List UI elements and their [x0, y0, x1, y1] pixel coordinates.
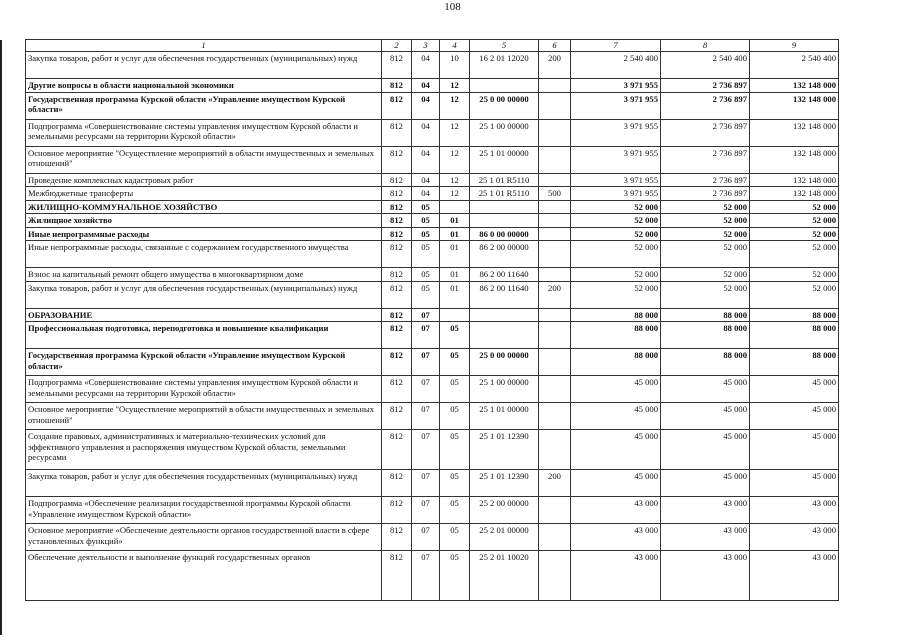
- row-subsection-cell: 12: [440, 78, 470, 92]
- table-body: [26, 51, 839, 601]
- row-amount-year2-cell: 52 000: [661, 227, 750, 241]
- table-row: [26, 308, 839, 322]
- row-expense-type-cell: [539, 322, 571, 349]
- row-amount-year1-cell: 52 000: [571, 227, 661, 241]
- table-row: [26, 214, 839, 228]
- row-admin-code-cell: 812: [382, 268, 412, 282]
- row-amount-year1-cell: 45 000: [571, 403, 661, 430]
- row-amount-year3-cell: 43 000: [750, 497, 839, 524]
- row-admin-code-cell: 812: [382, 227, 412, 241]
- row-name-cell: Жилищное хозяйство: [26, 214, 382, 228]
- row-expense-type-cell: [539, 92, 571, 119]
- row-amount-year1-cell: 43 000: [571, 551, 661, 601]
- row-admin-code-cell: 812: [382, 524, 412, 551]
- row-expense-type-cell: [539, 376, 571, 403]
- row-amount-year2-cell: 88 000: [661, 322, 750, 349]
- row-section-cell: 07: [412, 470, 440, 497]
- row-admin-code-cell: 812: [382, 322, 412, 349]
- row-amount-year1-cell: 45 000: [571, 376, 661, 403]
- row-amount-year1-cell: 3 971 955: [571, 146, 661, 173]
- row-section-cell: 05: [412, 241, 440, 268]
- row-section-cell: 04: [412, 187, 440, 201]
- row-amount-year2-cell: 52 000: [661, 241, 750, 268]
- row-expense-type-cell: 200: [539, 51, 571, 78]
- row-expense-type-cell: [539, 146, 571, 173]
- table-row: [26, 430, 839, 470]
- row-amount-year3-cell: 2 540 400: [750, 51, 839, 78]
- row-target-article-cell: 86 2 00 00000: [470, 241, 539, 268]
- row-admin-code-cell: 812: [382, 376, 412, 403]
- row-subsection-cell: 12: [440, 146, 470, 173]
- row-expense-type-cell: [539, 200, 571, 214]
- table-row: [26, 119, 839, 146]
- row-admin-code-cell: 812: [382, 470, 412, 497]
- row-amount-year2-cell: 45 000: [661, 470, 750, 497]
- row-amount-year3-cell: 88 000: [750, 349, 839, 376]
- row-section-cell: 07: [412, 430, 440, 470]
- row-target-article-cell: 16 2 01 12020: [470, 51, 539, 78]
- table-header-row: [26, 40, 839, 52]
- row-amount-year1-cell: 88 000: [571, 322, 661, 349]
- row-amount-year3-cell: 52 000: [750, 200, 839, 214]
- row-amount-year3-cell: 132 148 000: [750, 187, 839, 201]
- row-expense-type-cell: [539, 268, 571, 282]
- row-amount-year2-cell: 45 000: [661, 430, 750, 470]
- row-amount-year3-cell: 132 148 000: [750, 92, 839, 119]
- budget-table: [25, 39, 839, 601]
- row-subsection-cell: 12: [440, 187, 470, 201]
- row-amount-year1-cell: 45 000: [571, 430, 661, 470]
- row-target-article-cell: 25 2 01 00000: [470, 524, 539, 551]
- row-amount-year2-cell: 52 000: [661, 200, 750, 214]
- row-target-article-cell: 25 1 01 12390: [470, 430, 539, 470]
- row-admin-code-cell: 812: [382, 241, 412, 268]
- row-subsection-cell: 01: [440, 241, 470, 268]
- row-amount-year3-cell: 88 000: [750, 322, 839, 349]
- row-section-cell: 07: [412, 403, 440, 430]
- row-amount-year1-cell: 3 971 955: [571, 119, 661, 146]
- row-expense-type-cell: [539, 241, 571, 268]
- row-section-cell: 04: [412, 78, 440, 92]
- row-amount-year1-cell: 3 971 955: [571, 173, 661, 187]
- row-amount-year1-cell: 52 000: [571, 214, 661, 228]
- row-expense-type-cell: [539, 214, 571, 228]
- row-section-cell: 05: [412, 281, 440, 308]
- row-expense-type-cell: [539, 349, 571, 376]
- row-section-cell: 04: [412, 119, 440, 146]
- row-expense-type-cell: [539, 308, 571, 322]
- table-row: [26, 78, 839, 92]
- row-subsection-cell: 12: [440, 173, 470, 187]
- row-admin-code-cell: 812: [382, 349, 412, 376]
- row-amount-year3-cell: 52 000: [750, 268, 839, 282]
- row-target-article-cell: [470, 308, 539, 322]
- row-amount-year2-cell: 2 736 897: [661, 173, 750, 187]
- row-target-article-cell: 86 2 00 11640: [470, 268, 539, 282]
- row-section-cell: 04: [412, 51, 440, 78]
- table-row: [26, 376, 839, 403]
- row-name-cell: Закупка товаров, работ и услуг для обеспечения государственных (муниципальных) нужд: [26, 281, 382, 308]
- row-name-cell: Подпрограмма «Совершенствование системы управления имуществом Курской области и земельными ресурсами на территории Курской области»: [26, 376, 382, 403]
- table-row: [26, 322, 839, 349]
- row-amount-year2-cell: 43 000: [661, 524, 750, 551]
- row-amount-year2-cell: 52 000: [661, 214, 750, 228]
- row-name-cell: Подпрограмма «Совершенствование системы управления имуществом Курской области и земельными ресурсами на территории Курской области»: [26, 119, 382, 146]
- row-amount-year3-cell: 45 000: [750, 403, 839, 430]
- row-amount-year1-cell: 52 000: [571, 281, 661, 308]
- row-name-cell: Другие вопросы в области национальной экономики: [26, 78, 382, 92]
- row-expense-type-cell: 200: [539, 470, 571, 497]
- row-expense-type-cell: 500: [539, 187, 571, 201]
- row-amount-year1-cell: 3 971 955: [571, 187, 661, 201]
- row-name-cell: Обеспечение деятельности и выполнение функций государственных органов: [26, 551, 382, 601]
- row-name-cell: Подпрограмма «Обеспечение реализации государственной программы Курской области «Управление имуществом Курской области»: [26, 497, 382, 524]
- row-expense-type-cell: [539, 551, 571, 601]
- row-target-article-cell: 25 1 01 00000: [470, 403, 539, 430]
- row-section-cell: 05: [412, 227, 440, 241]
- row-name-cell: Основное мероприятие "Осуществление мероприятий в области имущественных и земельных отношений": [26, 146, 382, 173]
- row-amount-year1-cell: 3 971 955: [571, 92, 661, 119]
- row-target-article-cell: [470, 78, 539, 92]
- row-admin-code-cell: 812: [382, 281, 412, 308]
- row-expense-type-cell: [539, 227, 571, 241]
- row-section-cell: 05: [412, 200, 440, 214]
- row-admin-code-cell: 812: [382, 430, 412, 470]
- table-row: [26, 146, 839, 173]
- row-admin-code-cell: 812: [382, 92, 412, 119]
- row-amount-year2-cell: 88 000: [661, 349, 750, 376]
- row-expense-type-cell: [539, 78, 571, 92]
- row-name-cell: Межбюджетные трансферты: [26, 187, 382, 201]
- table-row: [26, 403, 839, 430]
- row-amount-year2-cell: 2 736 897: [661, 119, 750, 146]
- table-row: [26, 200, 839, 214]
- row-amount-year1-cell: 88 000: [571, 308, 661, 322]
- table-row: [26, 497, 839, 524]
- table-row: [26, 187, 839, 201]
- row-subsection-cell: 10: [440, 51, 470, 78]
- row-expense-type-cell: [539, 430, 571, 470]
- row-admin-code-cell: 812: [382, 78, 412, 92]
- row-amount-year1-cell: 45 000: [571, 470, 661, 497]
- row-amount-year2-cell: 52 000: [661, 281, 750, 308]
- row-amount-year1-cell: 52 000: [571, 200, 661, 214]
- row-target-article-cell: 25 0 00 00000: [470, 349, 539, 376]
- table-row: [26, 268, 839, 282]
- row-amount-year3-cell: 45 000: [750, 376, 839, 403]
- row-admin-code-cell: 812: [382, 308, 412, 322]
- row-amount-year2-cell: 2 736 897: [661, 78, 750, 92]
- row-amount-year2-cell: 45 000: [661, 376, 750, 403]
- row-expense-type-cell: [539, 173, 571, 187]
- row-subsection-cell: [440, 308, 470, 322]
- row-subsection-cell: 12: [440, 119, 470, 146]
- row-expense-type-cell: 200: [539, 281, 571, 308]
- row-subsection-cell: [440, 200, 470, 214]
- row-expense-type-cell: [539, 497, 571, 524]
- row-amount-year1-cell: 43 000: [571, 524, 661, 551]
- row-amount-year1-cell: 52 000: [571, 241, 661, 268]
- row-section-cell: 07: [412, 308, 440, 322]
- row-amount-year2-cell: 45 000: [661, 403, 750, 430]
- row-amount-year2-cell: 43 000: [661, 497, 750, 524]
- row-section-cell: 07: [412, 524, 440, 551]
- row-subsection-cell: 01: [440, 281, 470, 308]
- row-subsection-cell: 01: [440, 214, 470, 228]
- row-amount-year1-cell: 2 540 400: [571, 51, 661, 78]
- row-subsection-cell: 05: [440, 497, 470, 524]
- row-name-cell: Создание правовых, административных и материально-технических условий для эффективного управления и распоряжения имуществом Курской области, земельными ресурсами: [26, 430, 382, 470]
- row-amount-year3-cell: 45 000: [750, 470, 839, 497]
- row-target-article-cell: 25 2 01 10020: [470, 551, 539, 601]
- header-cell: 3: [412, 40, 440, 52]
- row-section-cell: 05: [412, 214, 440, 228]
- row-amount-year3-cell: 52 000: [750, 227, 839, 241]
- header-cell: 4: [440, 40, 470, 52]
- row-amount-year1-cell: 3 971 955: [571, 78, 661, 92]
- row-amount-year3-cell: 52 000: [750, 241, 839, 268]
- row-subsection-cell: 05: [440, 524, 470, 551]
- row-name-cell: Профессиональная подготовка, переподготовка и повышение квалификации: [26, 322, 382, 349]
- row-admin-code-cell: 812: [382, 403, 412, 430]
- row-amount-year1-cell: 52 000: [571, 268, 661, 282]
- row-amount-year3-cell: 52 000: [750, 281, 839, 308]
- row-name-cell: Иные непрограммные расходы, связанные с содержанием государственного имущества: [26, 241, 382, 268]
- row-target-article-cell: 25 0 00 00000: [470, 92, 539, 119]
- page-left-edge: [0, 40, 2, 635]
- table-row: [26, 227, 839, 241]
- row-section-cell: 05: [412, 268, 440, 282]
- row-admin-code-cell: 812: [382, 51, 412, 78]
- row-admin-code-cell: 812: [382, 214, 412, 228]
- row-name-cell: ОБРАЗОВАНИЕ: [26, 308, 382, 322]
- row-name-cell: Закупка товаров, работ и услуг для обеспечения государственных (муниципальных) нужд: [26, 51, 382, 78]
- row-section-cell: 07: [412, 322, 440, 349]
- row-subsection-cell: 01: [440, 268, 470, 282]
- table-row: [26, 241, 839, 268]
- row-amount-year3-cell: 88 000: [750, 308, 839, 322]
- row-expense-type-cell: [539, 524, 571, 551]
- row-amount-year3-cell: 132 148 000: [750, 78, 839, 92]
- page-number: 108: [444, 1, 461, 13]
- row-amount-year3-cell: 43 000: [750, 524, 839, 551]
- row-section-cell: 07: [412, 497, 440, 524]
- row-target-article-cell: 25 1 01 00000: [470, 146, 539, 173]
- header-cell: 1: [26, 40, 382, 52]
- row-amount-year3-cell: 132 148 000: [750, 173, 839, 187]
- row-name-cell: Иные непрограммные расходы: [26, 227, 382, 241]
- row-subsection-cell: 05: [440, 470, 470, 497]
- row-amount-year2-cell: 43 000: [661, 551, 750, 601]
- table-row: [26, 349, 839, 376]
- header-cell: 7: [571, 40, 661, 52]
- row-amount-year2-cell: 2 736 897: [661, 92, 750, 119]
- row-target-article-cell: 25 1 00 00000: [470, 119, 539, 146]
- row-amount-year2-cell: 2 736 897: [661, 187, 750, 201]
- row-amount-year1-cell: 43 000: [571, 497, 661, 524]
- row-subsection-cell: 12: [440, 92, 470, 119]
- row-admin-code-cell: 812: [382, 200, 412, 214]
- table-row: [26, 51, 839, 78]
- row-admin-code-cell: 812: [382, 173, 412, 187]
- table-row: [26, 281, 839, 308]
- row-section-cell: 04: [412, 146, 440, 173]
- row-admin-code-cell: 812: [382, 119, 412, 146]
- row-subsection-cell: 05: [440, 403, 470, 430]
- row-target-article-cell: 86 2 00 11640: [470, 281, 539, 308]
- table-row: [26, 92, 839, 119]
- row-target-article-cell: 25 1 01 R5110: [470, 173, 539, 187]
- table-row: [26, 173, 839, 187]
- row-target-article-cell: 25 1 00 00000: [470, 376, 539, 403]
- row-target-article-cell: 86 0 00 00000: [470, 227, 539, 241]
- header-cell: 6: [539, 40, 571, 52]
- row-target-article-cell: 25 1 01 R5110: [470, 187, 539, 201]
- row-amount-year2-cell: 88 000: [661, 308, 750, 322]
- row-name-cell: Государственная программа Курской области «Управление имуществом Курской области»: [26, 349, 382, 376]
- row-target-article-cell: [470, 322, 539, 349]
- table-row: [26, 470, 839, 497]
- row-target-article-cell: [470, 214, 539, 228]
- row-amount-year2-cell: 52 000: [661, 268, 750, 282]
- row-section-cell: 04: [412, 173, 440, 187]
- row-expense-type-cell: [539, 403, 571, 430]
- header-cell: 9: [750, 40, 839, 52]
- row-name-cell: Основное мероприятие "Осуществление мероприятий в области имущественных и земельных отношений": [26, 403, 382, 430]
- row-name-cell: Взнос на капитальный ремонт общего имущества в многоквартирном доме: [26, 268, 382, 282]
- row-target-article-cell: [470, 200, 539, 214]
- table-row: [26, 551, 839, 601]
- row-amount-year2-cell: 2 540 400: [661, 51, 750, 78]
- row-target-article-cell: 25 2 00 00000: [470, 497, 539, 524]
- header-cell: 8: [661, 40, 750, 52]
- row-admin-code-cell: 812: [382, 497, 412, 524]
- row-section-cell: 07: [412, 349, 440, 376]
- header-cell: 2: [382, 40, 412, 52]
- row-amount-year3-cell: 132 148 000: [750, 146, 839, 173]
- row-amount-year2-cell: 2 736 897: [661, 146, 750, 173]
- row-name-cell: Основное мероприятие «Обеспечение деятельности органов государственной власти в сфере установленных функций»: [26, 524, 382, 551]
- row-subsection-cell: 01: [440, 227, 470, 241]
- row-name-cell: ЖИЛИЩНО-КОММУНАЛЬНОЕ ХОЗЯЙСТВО: [26, 200, 382, 214]
- row-amount-year3-cell: 45 000: [750, 430, 839, 470]
- row-section-cell: 07: [412, 376, 440, 403]
- row-section-cell: 04: [412, 92, 440, 119]
- row-target-article-cell: 25 1 01 12390: [470, 470, 539, 497]
- row-amount-year3-cell: 43 000: [750, 551, 839, 601]
- row-amount-year1-cell: 88 000: [571, 349, 661, 376]
- row-name-cell: Государственная программа Курской области «Управление имуществом Курской области»: [26, 92, 382, 119]
- row-name-cell: Закупка товаров, работ и услуг для обеспечения государственных (муниципальных) нужд: [26, 470, 382, 497]
- row-subsection-cell: 05: [440, 349, 470, 376]
- row-amount-year3-cell: 132 148 000: [750, 119, 839, 146]
- row-name-cell: Проведение комплексных кадастровых работ: [26, 173, 382, 187]
- row-section-cell: 07: [412, 551, 440, 601]
- row-admin-code-cell: 812: [382, 551, 412, 601]
- row-amount-year3-cell: 52 000: [750, 214, 839, 228]
- row-subsection-cell: 05: [440, 322, 470, 349]
- row-expense-type-cell: [539, 119, 571, 146]
- row-admin-code-cell: 812: [382, 146, 412, 173]
- row-subsection-cell: 05: [440, 430, 470, 470]
- header-cell: 5: [470, 40, 539, 52]
- row-subsection-cell: 05: [440, 376, 470, 403]
- row-subsection-cell: 05: [440, 551, 470, 601]
- row-admin-code-cell: 812: [382, 187, 412, 201]
- table-row: [26, 524, 839, 551]
